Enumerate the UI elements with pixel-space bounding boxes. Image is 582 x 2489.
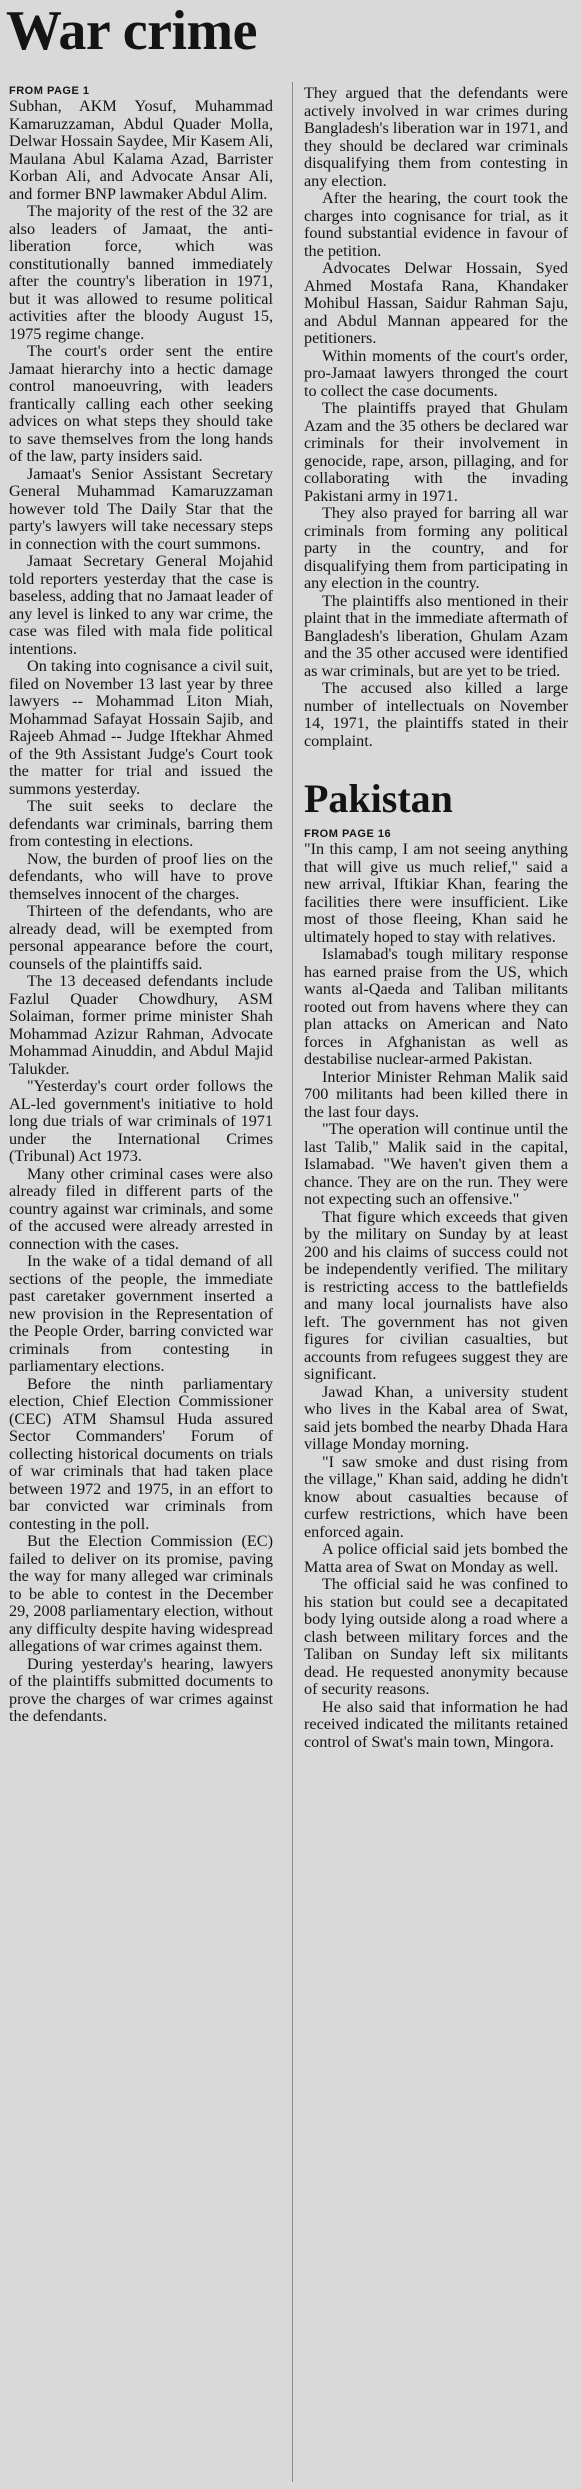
story-paragraph: The plaintiffs prayed that Ghulam Azam and the 35 others be declared war criminals for their involvement in genocide, rape, arson, pillaging, and for collaborating with the invading Pakistani army in 1971.	[304, 399, 568, 505]
story-paragraph: On taking into cognisance a civil suit, filed on November 13 last year by three lawyers -- Mohammad Liton Miah, Mohammad Safayat Hossain Sajib, and Rajeeb Ahmad -- Judge Iftekhar Ahmed of the 9th Assistant Judge's Court took the matter for trial and issued the summons yesterday.	[9, 657, 273, 798]
story-paragraph: Many other criminal cases were also already filed in different parts of the country against war criminals, and some of the accused were already arrested in connection with the cases.	[9, 1164, 273, 1253]
war-crime-headline: War crime	[6, 0, 258, 62]
from-page-label: FROM PAGE 1	[9, 85, 90, 97]
story-paragraph: After the hearing, the court took the charges into cognisance for trial, as it found substantial evidence in favour of the petition.	[304, 189, 568, 260]
story-paragraph: "Yesterday's court order follows the AL-led government's initiative to hold long due trials of war criminals of 1971 under the International Crimes (Tribunal) Act 1973.	[9, 1077, 273, 1165]
story-paragraph: During yesterday's hearing, lawyers of the plaintiffs submitted documents to prove the charges of war crimes against the defendants.	[9, 1654, 273, 1725]
story-paragraph: Before the ninth parliamentary election, Chief Election Commissioner (CEC) ATM Shamsul Huda assured Sector Commanders' Forum of collecting historical documents on trials of war criminals that had taken place between 1972 and 1975, in an effort to bar convicted war criminals from contesting in the poll.	[9, 1374, 273, 1533]
story-paragraph: Jamaat's Senior Assistant Secretary General Muhammad Kamaruzzaman however told The Daily Star that the party's lawyers will take necessary steps in connection with the court summons.	[9, 464, 273, 553]
story-paragraph: He also said that information he had received indicated the militants retained control of Swat's main town, Mingora.	[304, 1697, 568, 1751]
story-paragraph: "The operation will continue until the last Talib," Malik said in the capital, Islamabad. "We haven't given them a chance. They are on the run. They were not expecting such an offensive."	[304, 1120, 568, 1208]
story-paragraph: Advocates Delwar Hossain, Syed Ahmed Mostafa Rana, Khandaker Mohibul Hassan, Saidur Rahman Saju, and Abdul Mannan appeared for the petitioners.	[304, 259, 568, 347]
story-paragraph: The suit seeks to declare the defendants war criminals, barring them from contesting in elections.	[9, 797, 273, 850]
story-paragraph: Within moments of the court's order, pro-Jamaat lawyers thronged the court to collect the case documents.	[304, 346, 568, 400]
story-paragraph: Jawad Khan, a university student who lives in the Kabal area of Swat, said jets bombed the nearby Dhada Hara village Monday morning.	[304, 1382, 568, 1453]
story-paragraph: "In this camp, I am not seeing anything that will give us much relief," said a new arrival, Iftikiar Khan, fearing the facilities there were insufficient. Like most of those fleeing, Khan said he ultimately hoped to stay with relatives.	[304, 840, 568, 946]
story-paragraph: But the Election Commission (EC) failed to deliver on its promise, paving the way for many alleged war criminals to be able to contest in the December 29, 2008 parliamentary election, without any difficulty despite having widespread allegations of war crimes against them.	[9, 1532, 273, 1655]
story-paragraph: The official said he was confined to his station but could see a decapitated body lying outside along a road where a clash between military forces and the Taliban on Sunday left six militants dead. He requested anonymity because of security reasons.	[304, 1575, 568, 1698]
pakistan-headline: Pakistan	[304, 776, 453, 821]
story-paragraph: Islamabad's tough military response has earned praise from the US, which wants al-Qaeda and Taliban militants rooted out from havens where they can plan attacks on American and Nato forces in Afghanistan as well as destabilise nuclear-armed Pakistan.	[304, 945, 568, 1068]
from-page-label: FROM PAGE 16	[304, 828, 392, 840]
story-paragraph: That figure which exceeds that given by the military on Sunday by at least 200 and his claims of success could not be independently verified. The military is restricting access to the battlefields and many local journalists have also left. The government has not given figures for civilian casualties, but accounts from refugees suggest they are significant.	[304, 1207, 568, 1383]
story-paragraph: A police official said jets bombed the Matta area of Swat on Monday as well.	[304, 1540, 568, 1576]
column-rule	[292, 82, 293, 2482]
story-paragraph: The court's order sent the entire Jamaat hierarchy into a hectic damage control manoeuvring, with leaders frantically calling each other seeking advices on what steps they should take to save themselves from the long hands of the law, party insiders said.	[9, 342, 273, 465]
story-paragraph: Jamaat Secretary General Mojahid told reporters yesterday that the case is baseless, adding that no Jamaat leader of any level is linked to any war crime, the case was filed with mala fide political intentions.	[9, 552, 273, 658]
story-paragraph: The 13 deceased defendants include Fazlul Quader Chowdhury, ASM Solaiman, former prime minister Shah Mohammad Azizur Rahman, Advocate Mohammad Ainuddin, and Abdul Majid Talukder.	[9, 972, 273, 1078]
story-paragraph: "I saw smoke and dust rising from the village," Khan said, adding he didn't know about casualties because of curfew restrictions, which have been enforced again.	[304, 1452, 568, 1541]
story-paragraph: Subhan, AKM Yosuf, Muhammad Kamaruzzaman, Abdul Quader Molla, Delwar Hossain Saydee, Mir Kasem Ali, Maulana Abul Kalama Azad, Barrister Korban Ali, and Advocate Ansar Ali, and former BNP lawmaker Abdul Alim.	[9, 97, 273, 203]
story-paragraph: The plaintiffs also mentioned in their plaint that in the immediate aftermath of Bangladesh's liberation, Ghulam Azam and the 35 other accused were identified as war criminals, but are yet to be tried.	[304, 591, 568, 680]
story-paragraph: Now, the burden of proof lies on the defendants, who will have to prove themselves innocent of the charges.	[9, 849, 273, 903]
story-paragraph: They also prayed for barring all war criminals from forming any political party in the country, and for disqualifying them from participating in any election in the country.	[304, 504, 568, 592]
story-paragraph: In the wake of a tidal demand of all sections of the people, the immediate past caretaker government inserted a new provision in the Representation of the People Order, barring convicted war criminals from contesting in parliamentary elections.	[9, 1252, 273, 1375]
story-paragraph: The majority of the rest of the 32 are also leaders of Jamaat, the anti-liberation force, which was constitutionally banned immediately after the country's liberation in 1971, but it was allowed to resume political activities after the bloody August 15, 1975 regime change.	[9, 202, 273, 343]
story-paragraph: Interior Minister Rehman Malik said 700 militants had been killed there in the last four days.	[304, 1067, 568, 1121]
story-paragraph: The accused also killed a large number of intellectuals on November 14, 1971, the plaintiffs stated in their complaint.	[304, 679, 568, 750]
story-paragraph: Thirteen of the defendants, who are already dead, will be exempted from personal appearance before the court, counsels of the plaintiffs said.	[9, 902, 273, 973]
story-paragraph: They argued that the defendants were actively involved in war crimes during Bangladesh's liberation war in 1971, and they should be declared war criminals disqualifying them from contesting in any election.	[304, 84, 568, 190]
right-column	[304, 85, 568, 1751]
war-crime-column-left	[9, 85, 273, 1726]
